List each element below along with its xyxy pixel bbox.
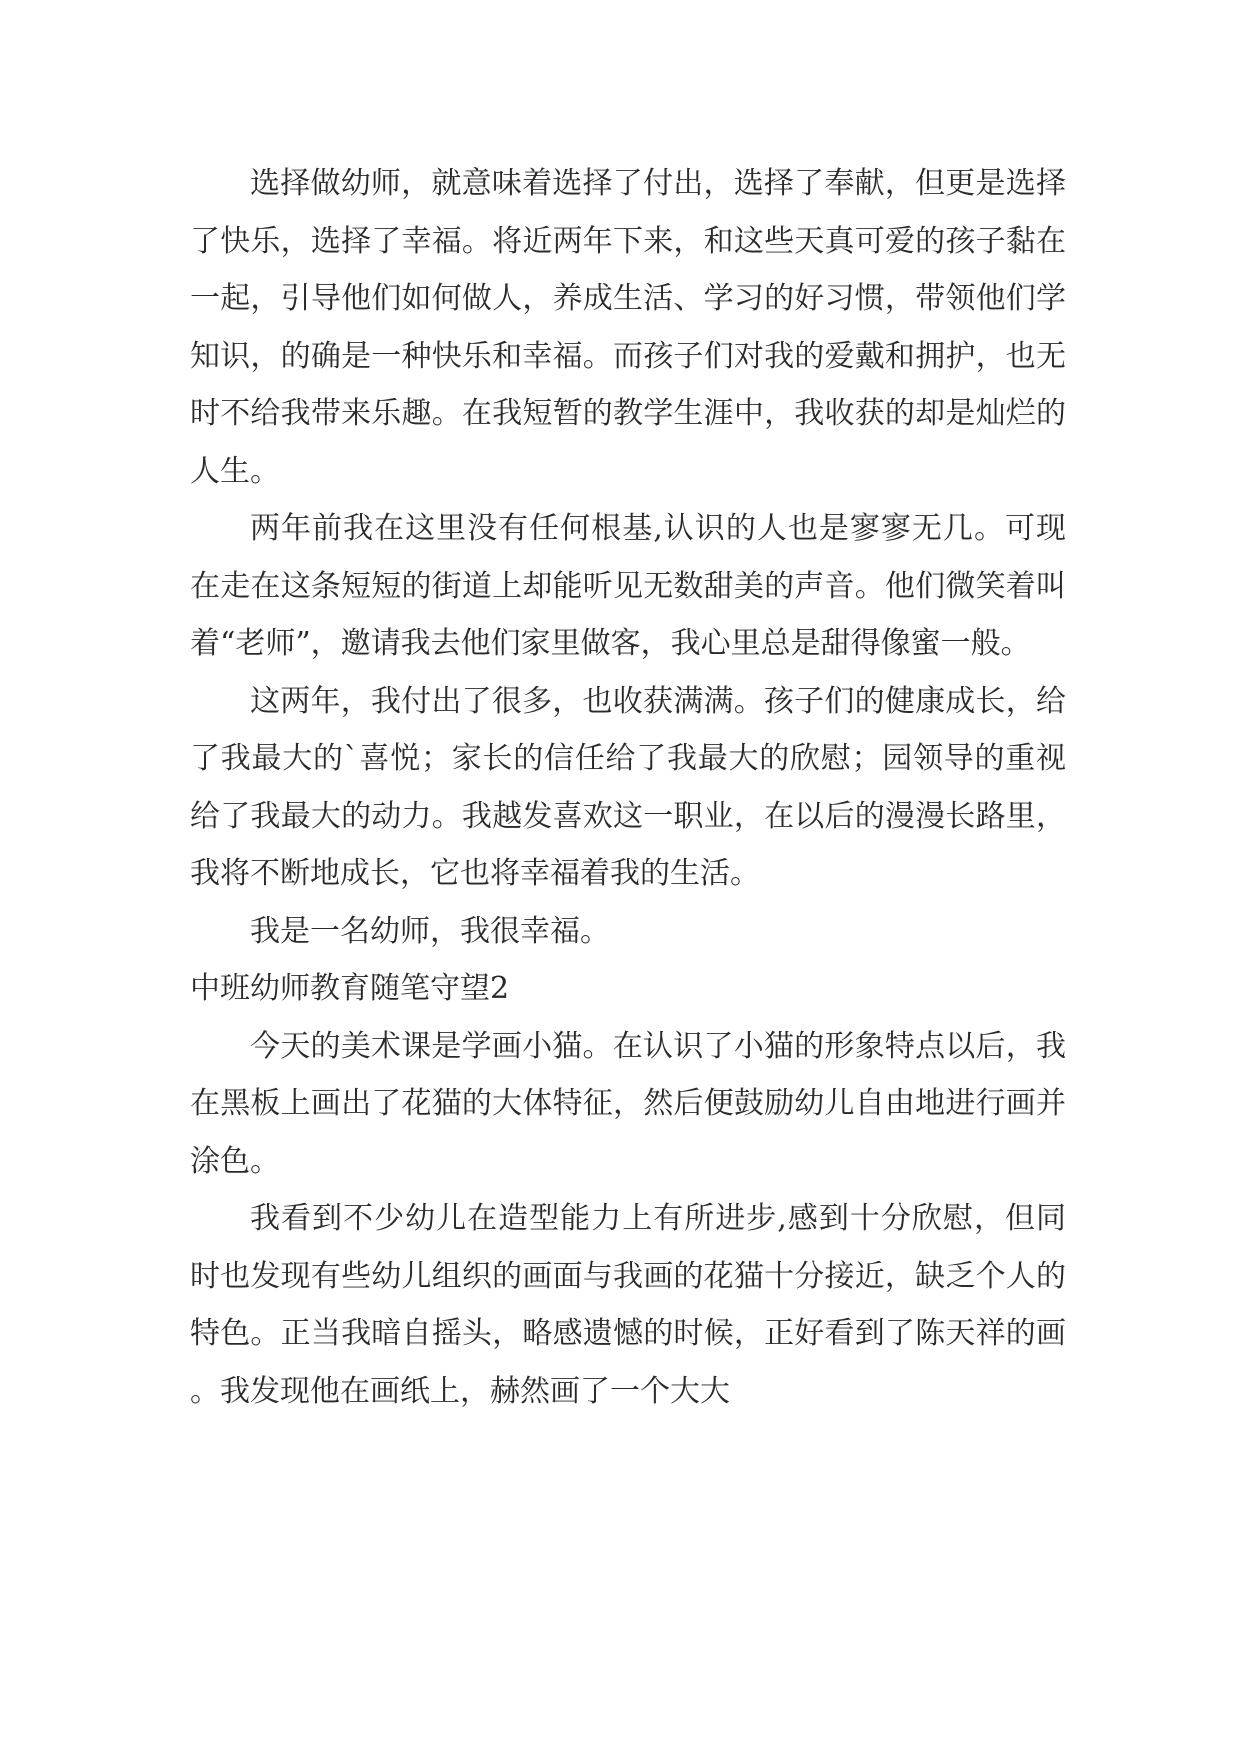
section-title: 中班幼师教育随笔守望2	[190, 971, 510, 1006]
paragraph: 我是一名幼师，我很幸福。	[250, 913, 610, 949]
paragraph: 今天的美术课是学画小猫。在认识了小猫的形象特点以后，我在黑板上画出了花猫的大体特征，然后便鼓励幼儿自由地进行画并涂色。	[190, 1028, 1066, 1179]
paragraph: 这两年，我付出了很多，也收获满满。孩子们的健康成长，给了我最大的`喜悦；家长的信任给了我最大的欣慰；园领导的重视给了我最大的动力。我越发喜欢这一职业，在以后的漫漫长路里，我将不断地成长，它也将幸福着我的生活。	[190, 683, 1066, 891]
paragraph: 我看到不少幼儿在造型能力上有所进步,感到十分欣慰，但同时也发现有些幼儿组织的画面与我画的花猫十分接近，缺乏个人的特色。正当我暗自摇头，略感遗憾的时候，正好看到了陈天祥的画。我发现他在画纸上，赫然画了一个大大	[190, 1201, 1066, 1409]
document-body	[190, 155, 1066, 1420]
paragraph: 选择做幼师，就意味着选择了付出，选择了奉献，但更是选择了快乐，选择了幸福。将近两年下来，和这些天真可爱的孩子黏在一起，引导他们如何做人，养成生活、学习的好习惯，带领他们学知识，的确是一种快乐和幸福。而孩子们对我的爱戴和拥护，也无时不给我带来乐趣。在我短暂的教学生涯中，我收获的却是灿烂的人生。	[190, 166, 1066, 489]
paragraph: 两年前我在这里没有任何根基,认识的人也是寥寥无几。可现在走在这条短短的街道上却能听见无数甜美的声音。他们微笑着叫着“老师”，邀请我去他们家里做客，我心里总是甜得像蜜一般。	[190, 511, 1066, 661]
